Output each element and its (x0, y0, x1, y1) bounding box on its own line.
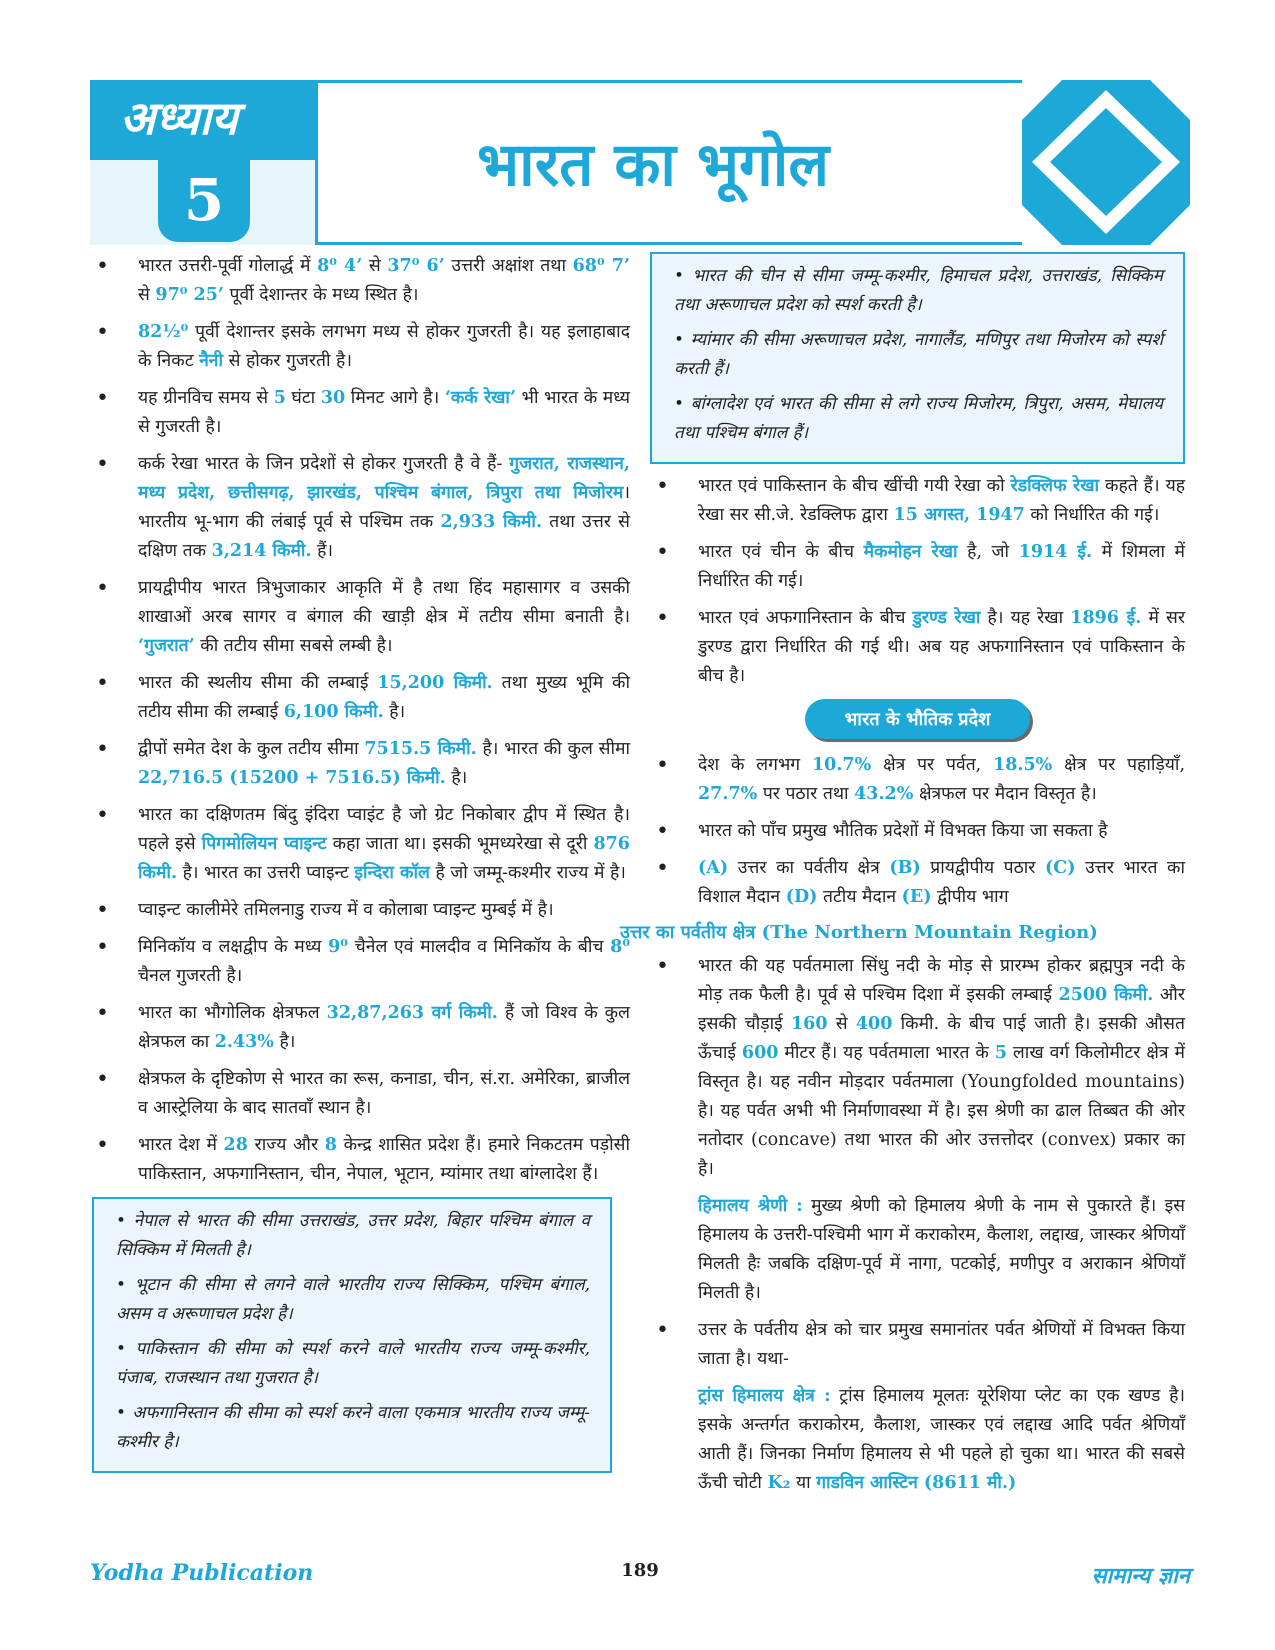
box-bullet-item: • बांग्लादेश एवं भारत की सीमा से लगे राज्य मिजोरम, त्रिपुरा, असम, मेघालय तथा पश्चिम बंगाल हैं। (674, 390, 1163, 448)
highlighted-term: (E) (901, 887, 932, 907)
bullet-item: • भारत का भौगोलिक क्षेत्रफल 32,87,263 वर्ग किमी. हैं जो विश्व के कुल क्षेत्रफल का 2.43% है। (90, 999, 630, 1057)
highlighted-term: ‘कर्क रेखा’ (444, 388, 517, 408)
bullet-item: • भारत की स्थलीय सीमा की लम्बाई 15,200 किमी. तथा मुख्य भूमि की तटीय सीमा की लम्बाई 6,100 किमी. है। (90, 669, 630, 727)
highlighted-term: 160 (791, 1014, 828, 1034)
bullet-item: • भारत को पाँच प्रमुख भौतिक प्रदेशों में विभक्त किया जा सकता है (650, 817, 1185, 846)
highlighted-term: गुजरात, राजस्थान, मध्य प्रदेश, छत्तीसगढ़, झारखंड, पश्चिम बंगाल, त्रिपुरा तथा मिजोरम (138, 454, 630, 503)
chapter-label: अध्याय (120, 91, 238, 145)
section-pill-wrap (650, 699, 1185, 739)
northern-mountain-subheading: उत्तर का पर्वतीय क्षेत्र (The Northern Mountain Region) (620, 922, 1098, 943)
box-bullet-item: • नेपाल से भारत की सीमा उत्तराखंड, उत्तर प्रदेश, बिहार पश्चिम बंगाल व सिक्किम में मिलती है। (116, 1207, 590, 1265)
highlighted-term: 8 (324, 1135, 337, 1155)
highlighted-term: 5 (994, 1043, 1007, 1063)
highlighted-term: 9⁰ (328, 937, 348, 957)
right-border-info-box (650, 252, 1185, 464)
highlighted-term: 2500 किमी. (1058, 985, 1154, 1005)
bullet-item: • 82½⁰ पूर्वी देशान्तर इसके लगभग मध्य से होकर गुजरती है। यह इलाहाबाद के निकट नैनी से होकर गुजरती है। (90, 318, 630, 376)
highlighted-term: 400 (855, 1014, 893, 1034)
highlighted-term: 28 (223, 1135, 248, 1155)
bullet-item: • उत्तर के पर्वतीय क्षेत्र को चार प्रमुख समानांतर पर्वत श्रेणियों में विभक्त किया जाता है। यथा- (650, 1316, 1185, 1374)
highlighted-term: 32,87,263 वर्ग किमी. (326, 1003, 498, 1023)
chapter-number-badge (158, 158, 250, 242)
highlighted-term: 68⁰ 7’ (572, 256, 631, 276)
highlighted-term: 2,933 किमी. (440, 512, 543, 532)
diamond-pattern-graphic (1022, 80, 1190, 245)
highlighted-term: ‘गुजरात’ (138, 636, 195, 656)
highlighted-term: 27.7% (698, 784, 758, 804)
highlighted-term: 2.43% (214, 1032, 274, 1052)
bullet-item: • भारत एवं पाकिस्तान के बीच खींची गयी रेखा को रेडक्लिफ रेखा कहते हैं। यह रेखा सर सी.जे. रेडक्लिफ द्वारा 15 अगस्त, 1947 को निर्धारित की गई। (650, 472, 1185, 530)
highlighted-term: इन्दिरा कॉल (354, 863, 430, 883)
box-bullet-item: • भारत की चीन से सीमा जम्मू-कश्मीर, हिमाचल प्रदेश, उत्तराखंड, सिक्किम तथा अरूणाचल प्रदेश को स्पर्श करती है। (674, 262, 1163, 320)
highlighted-term: हिमालय श्रेणी : (698, 1196, 803, 1216)
highlighted-term: 7515.5 किमी. (364, 739, 477, 759)
parallel-ranges-list (650, 1316, 1185, 1374)
box-bullet-item: • भूटान की सीमा से लगने वाले भारतीय राज्य सिक्किम, पश्चिम बंगाल, असम व अरूणाचल प्रदेश है। (116, 1271, 590, 1329)
bullet-item: • देश के लगभग 10.7% क्षेत्र पर पर्वत, 18.5% क्षेत्र पर पहाड़ियाँ, 27.7% पर पठार तथा 43.2% क्षेत्रफल पर मैदान विस्तृत है। (650, 751, 1185, 809)
decorative-diamond-pattern (1022, 80, 1190, 245)
chapter-number: 5 (183, 166, 225, 234)
highlighted-term: 8⁰ 4’ (317, 256, 363, 276)
highlighted-term: 37⁰ 6’ (387, 256, 445, 276)
page-footer (90, 1560, 1190, 1590)
box-bullet-item: • पाकिस्तान की सीमा को स्पर्श करने वाले भारतीय राज्य जम्मू-कश्मीर, पंजाब, राजस्थान तथा गुजरात है। (116, 1335, 590, 1393)
highlighted-term: K₂ (767, 1473, 791, 1493)
highlighted-term: 3,214 किमी. (211, 541, 312, 561)
left-border-info-box (92, 1197, 612, 1473)
highlighted-term: ट्रांस हिमालय क्षेत्र : (698, 1386, 831, 1406)
highlighted-term: 10.7% (811, 755, 872, 775)
himalaya-range-paragraph: हिमालय श्रेणी : मुख्य श्रेणी को हिमालय श्रेणी के नाम से पुकारते हैं। इस हिमालय के उत्तरी-पश्चिमी भाग में कराकोरम, कैलाश, लद्दाख, जास्कर श्रेणियाँ मिलती हैः जबकि दक्षिण-पूर्व में नागा, पटकोई, मणीपुर व अराकान श्रेणियाँ मिलती है। (698, 1196, 1185, 1303)
bullet-item: • भारत एवं अफगानिस्तान के बीच डुरण्ड रेखा है। यह रेखा 1896 ई. में सर डुरण्ड द्वारा निर्धारित की गई थी। अब यह अफगानिस्तान एवं पाकिस्तान के बीच है। (650, 604, 1185, 691)
left-bullet-list (90, 252, 630, 1189)
bullet-item: • (A) उत्तर का पर्वतीय क्षेत्र (B) प्रायद्वीपीय पठार (C) उत्तर भारत का विशाल मैदान (D) तटीय मैदान (E) द्वीपीय भाग (650, 854, 1185, 912)
bullet-item: • भारत उत्तरी-पूर्वी गोलार्द्ध में 8⁰ 4’ से 37⁰ 6’ उत्तरी अक्षांश तथा 68⁰ 7’ से 97⁰ 25’ पूर्वी देशान्तर के मध्य स्थित है। (90, 252, 630, 310)
page-number: 189 (621, 1560, 659, 1581)
bullet-item: • भारत का दक्षिणतम बिंदु इंदिरा प्वाइंट है जो ग्रेट निकोबार द्वीप में स्थित है। पहले इसे पिगमोलियन प्वाइन्ट कहा जाता था। इसकी भूमध्यरेखा से दूरी 876 किमी. है। भारत का उत्तरी प्वाइन्ट इन्दिरा कॉल है जो जम्मू-कश्मीर राज्य में है। (90, 801, 630, 888)
highlighted-term: रेडक्लिफ रेखा (1010, 476, 1100, 496)
highlighted-term: (D) (785, 887, 818, 907)
bullet-item: • क्षेत्रफल के दृष्टिकोण से भारत का रूस, कनाडा, चीन, सं.रा. अमेरिका, ब्राजील व आस्ट्रेलिया के बाद सातवाँ स्थान है। (90, 1065, 630, 1123)
box-bullet-item: • म्यांमार की सीमा अरूणाचल प्रदेश, नागालैंड, मणिपुर तथा मिजोरम को स्पर्श करती हैं। (674, 326, 1163, 384)
bullet-item: • यह ग्रीनविच समय से 5 घंटा 30 मिनट आगे है। ‘कर्क रेखा’ भी भारत के मध्य से गुजरती है। (90, 384, 630, 442)
highlighted-term: मैकमोहन रेखा (863, 542, 958, 562)
chapter-label-box (90, 80, 315, 160)
highlighted-term: 6,100 किमी. (283, 702, 384, 722)
highlighted-term: नैनी (199, 351, 224, 371)
highlighted-term: (B) (889, 858, 921, 878)
highlighted-term: 97⁰ 25’ (155, 285, 224, 305)
bullet-item: • मिनिकॉय व लक्षद्वीप के मध्य 9⁰ चैनेल एवं मालदीव व मिनिकॉय के बीच 8⁰ चैनल गुजरती है। (90, 933, 630, 991)
page-title: भारत का भूगोल (476, 130, 830, 200)
mountain-range-list (650, 952, 1185, 1184)
box-bullet-item: • अफगानिस्तान की सीमा को स्पर्श करने वाला एकमात्र भारतीय राज्य जम्मू-कश्मीर है। (116, 1399, 590, 1457)
highlighted-term: 8⁰ (610, 937, 630, 957)
highlighted-term: 43.2% (854, 784, 914, 804)
bullet-item: • भारत देश में 28 राज्य और 8 केन्द्र शासित प्रदेश हैं। हमारे निकटतम पड़ोसी पाकिस्तान, अफगानिस्तान, चीन, नेपाल, भूटान, म्यांमार तथा बांग्लादेश हैं। (90, 1131, 630, 1189)
highlighted-term: 22,716.5 (15200 + 7516.5) किमी. (138, 768, 446, 788)
bullet-item: • प्रायद्वीपीय भारत त्रिभुजाकार आकृति में है तथा हिंद महासागर व उसकी शाखाओं अरब सागर व बंगाल की खाड़ी क्षेत्र में तटीय सीमा बनाती है। ‘गुजरात’ की तटीय सीमा सबसे लम्बी है। (90, 574, 630, 661)
highlighted-term: 15 अगस्त, 1947 (893, 505, 1025, 525)
highlighted-term: डुरण्ड रेखा (912, 608, 981, 628)
highlighted-term: 18.5% (993, 755, 1053, 775)
header-divider (315, 80, 318, 245)
highlighted-term: 15,200 किमी. (377, 673, 493, 693)
physical-divisions-list (650, 751, 1185, 912)
bullet-item: • भारत एवं चीन के बीच मैकमोहन रेखा है, जो 1914 ई. में शिमला में निर्धारित की गई। (650, 538, 1185, 596)
highlighted-term: 1896 ई. (1070, 608, 1142, 628)
highlighted-term: 1914 ई. (1018, 542, 1093, 562)
bullet-item: • द्वीपों समेत देश के कुल तटीय सीमा 7515.5 किमी. है। भारत की कुल सीमा 22,716.5 (15200 + 7516.5) किमी. है। (90, 735, 630, 793)
highlighted-term: 30 (320, 388, 346, 408)
highlighted-term: (C) (1045, 858, 1076, 878)
publisher-name: Yodha Publication (90, 1560, 314, 1586)
highlighted-term: (A) (698, 858, 729, 878)
boundary-lines-list (650, 472, 1185, 691)
highlighted-term: 82½⁰ (138, 322, 189, 342)
left-column (90, 252, 630, 1473)
bullet-item: • कर्क रेखा भारत के जिन प्रदेशों से होकर गुजरती है वे हैं- गुजरात, राजस्थान, मध्य प्रदेश, छत्तीसगढ़, झारखंड, पश्चिम बंगाल, त्रिपुरा तथा मिजोरम। भारतीय भू-भाग की लंबाई पूर्व से पश्चिम तक 2,933 किमी. तथा उत्तर से दक्षिण तक 3,214 किमी. हैं। (90, 450, 630, 566)
section-heading-pill: भारत के भौतिक प्रदेश (805, 699, 1031, 739)
chapter-header (90, 80, 1190, 245)
highlighted-term: 600 (741, 1043, 779, 1063)
highlighted-term: पिगमोलियन प्वाइन्ट (201, 834, 327, 854)
highlighted-term: गाडविन आस्टिन (8611 मी.) (816, 1473, 1017, 1493)
bullet-item: • भारत की यह पर्वतमाला सिंधु नदी के मोड़ से प्रारम्भ होकर ब्रह्मपुत्र नदी के मोड़ तक फैली है। पूर्व से पश्चिम दिशा में इसकी लम्बाई 2500 किमी. और इसकी चौड़ाई 160 से 400 किमी. के बीच पाई जाती है। इसकी औसत ऊँचाई 600 मीटर हैं। यह पर्वतमाला भारत के 5 लाख वर्ग किलोमीटर क्षेत्र में विस्तृत है। यह नवीन मोड़दार पर्वतमाला (Youngfolded mountains) है। यह पर्वत अभी भी निर्माणावस्था में है। इस श्रेणी का ढाल तिब्बत की ओर नतोदार (concave) तथा भारत की ओर उत्तत्तोदर (convex) प्रकार का है। (650, 952, 1185, 1184)
highlighted-term: 876 किमी. (138, 834, 630, 883)
highlighted-term: 5 (273, 388, 286, 408)
trans-himalaya-paragraph: ट्रांस हिमालय क्षेत्र : ट्रांस हिमालय मूलतः यूरेशिया प्लेट का एक खण्ड है। इसके अन्तर्गत कराकोरम, कैलाश, जास्कर एवं लद्दाख आदि पर्वत श्रेणियाँ आती हैं। जिनका निर्माण हिमालय से भी पहले हो चुका था। भारत की सबसे ऊँची चोटी K₂ या गाडविन आस्टिन (8611 मी.) (698, 1386, 1185, 1493)
subject-name: सामान्य ज्ञान (1091, 1563, 1190, 1589)
bullet-item: • प्वाइन्ट कालीमेरे तमिलनाडु राज्य में व कोलाबा प्वाइन्ट मुम्बई में है। (90, 896, 630, 925)
